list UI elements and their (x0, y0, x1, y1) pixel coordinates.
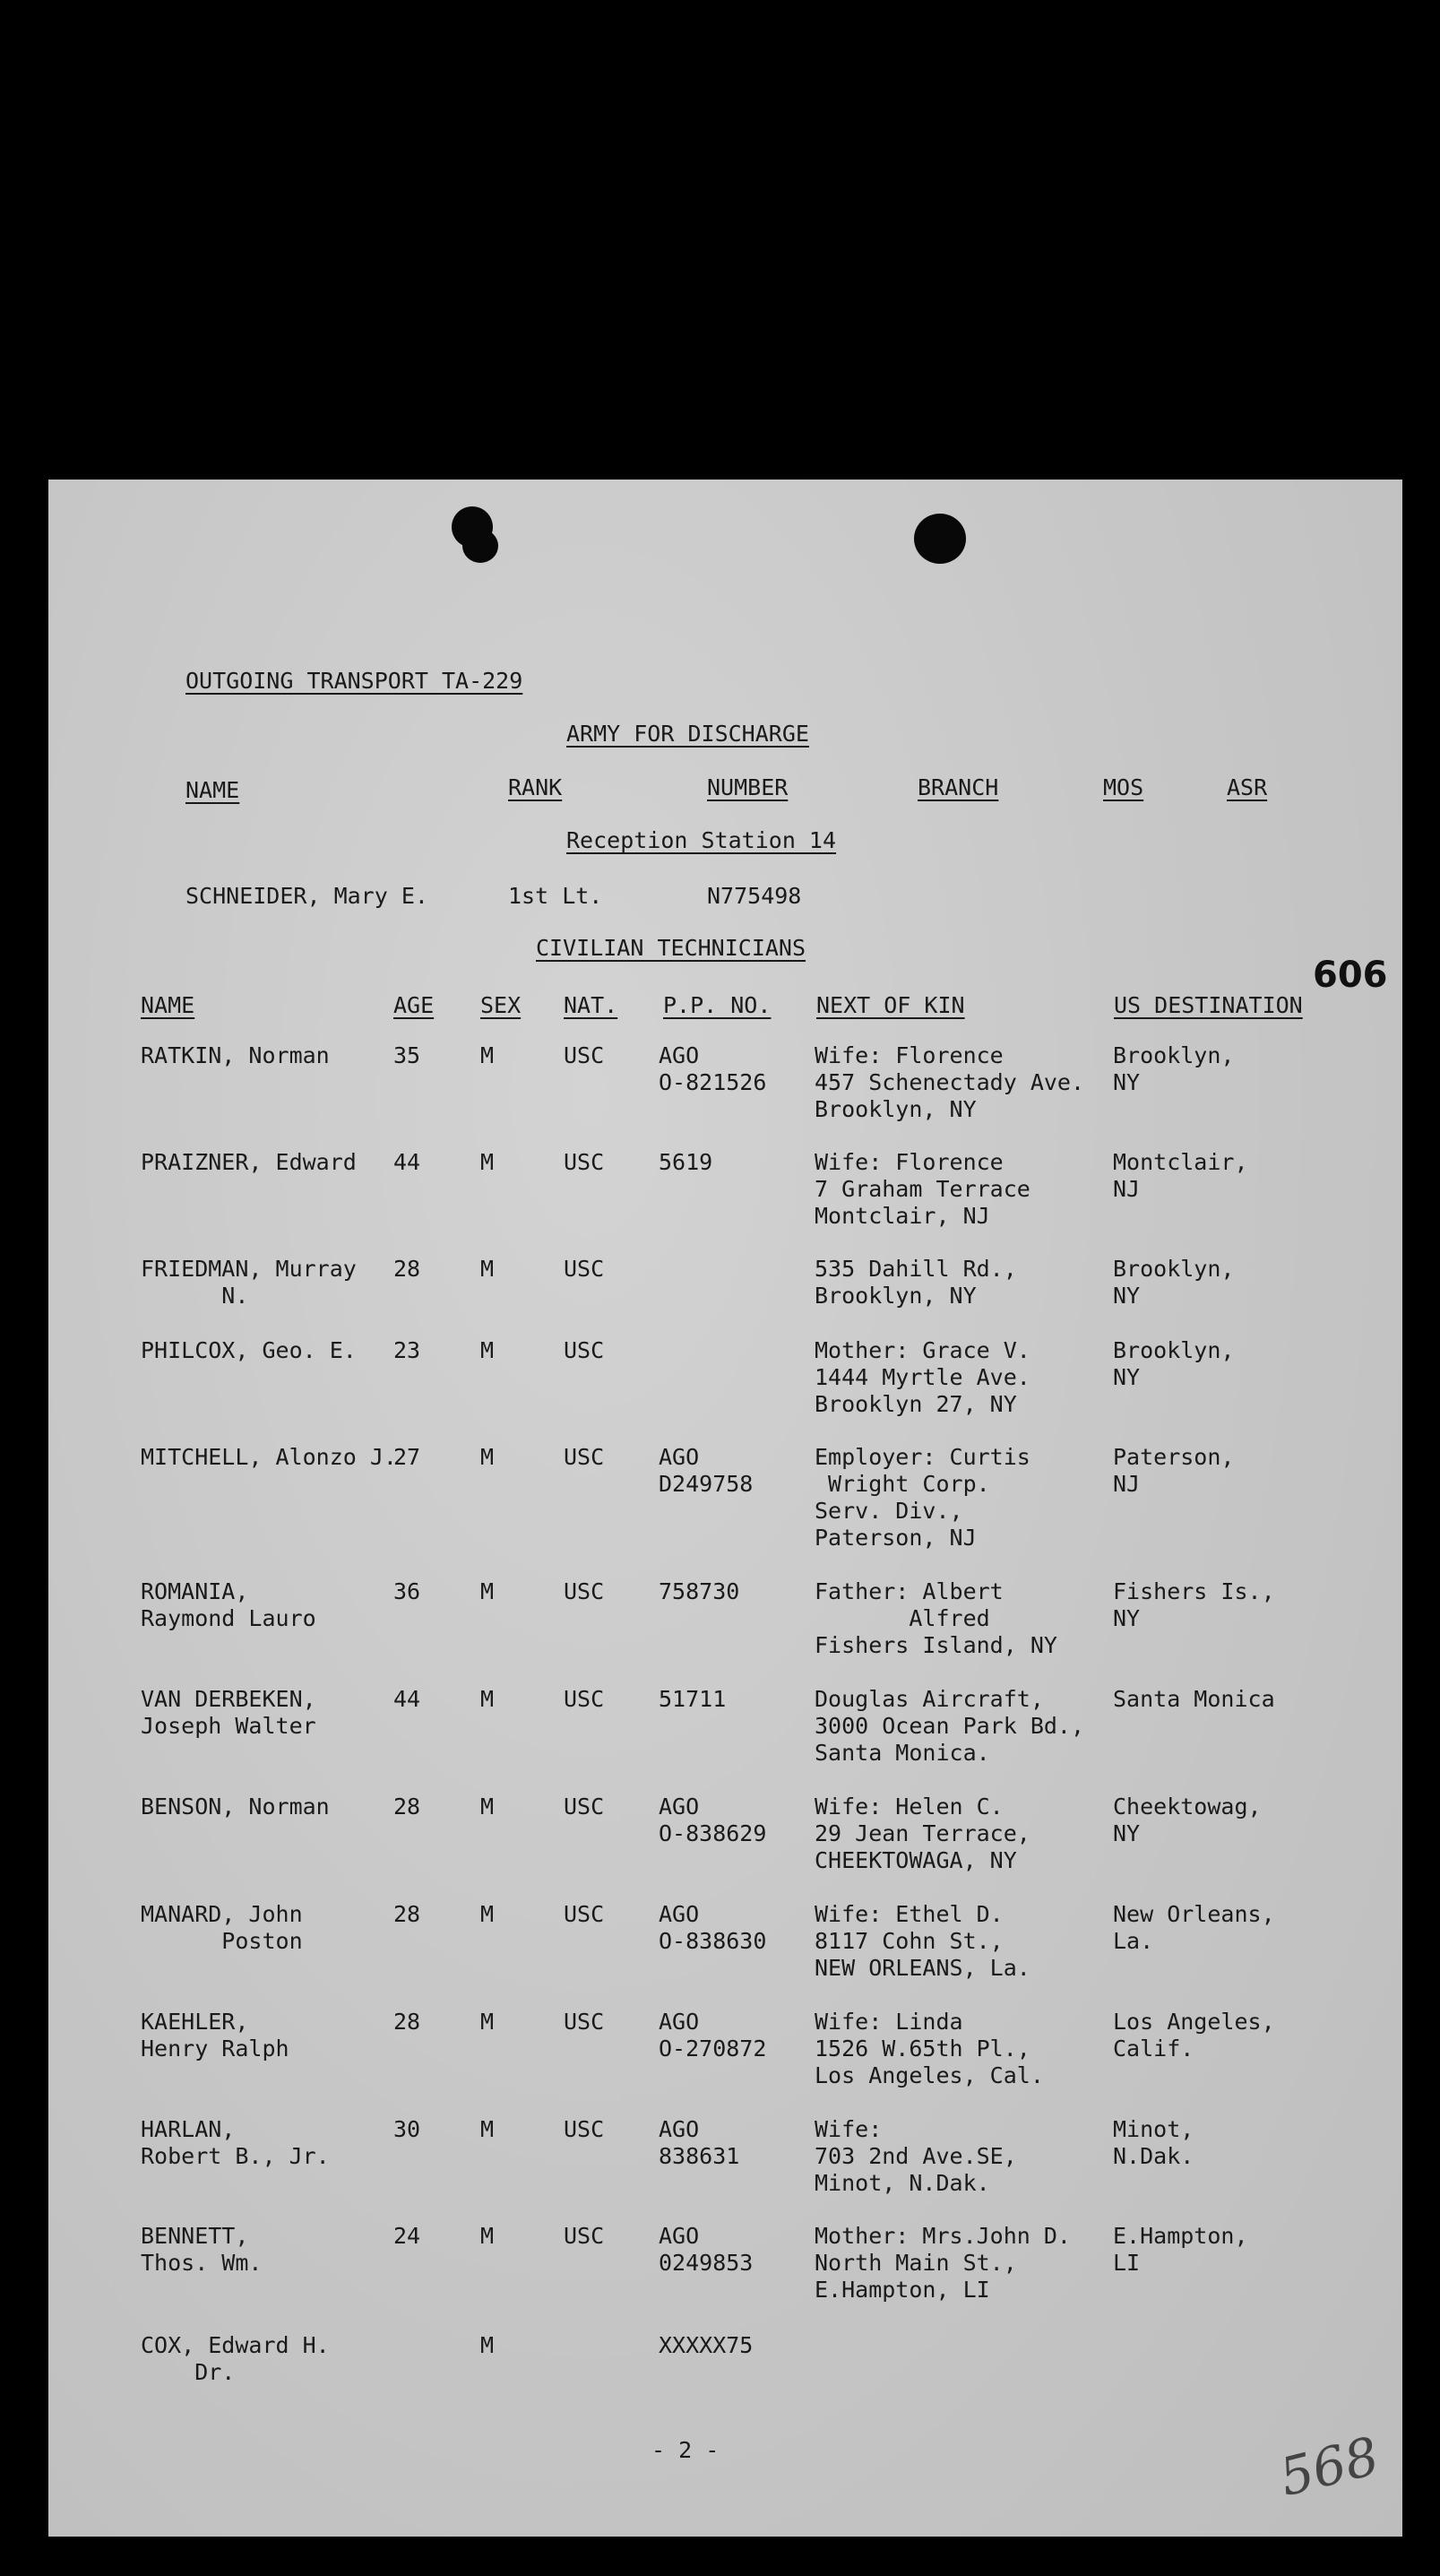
civ-col-next-of-kin: NEXT OF KIN (816, 992, 965, 1018)
row-9-kin: Wife: Ethel D. 8117 Cohn St., NEW ORLEANS, La. (815, 1901, 1030, 1981)
row-12-pp: AGO 0249853 (659, 2223, 754, 2276)
army-col-mos: MOS (1103, 774, 1144, 800)
row-7-sex: M (480, 1686, 495, 1712)
punch-hole-right (914, 514, 966, 564)
punch-hole-left-lower (462, 529, 498, 563)
civ-col-destination: US DESTINATION (1114, 992, 1303, 1018)
row-4-sex: M (480, 1337, 495, 1363)
row-13-name: COX, Edward H. Dr. (141, 2332, 330, 2385)
row-4-name: PHILCOX, Geo. E. (141, 1337, 357, 1363)
row-11-nat: USC (564, 2116, 605, 2142)
row-6-sex: M (480, 1578, 495, 1604)
army-col-branch: BRANCH (918, 774, 999, 800)
row-3-age: 28 (393, 1256, 421, 1282)
row-1-dest: Brooklyn, NY (1113, 1042, 1235, 1095)
row-9-dest: New Orleans, La. (1113, 1901, 1275, 1954)
row-3-sex: M (480, 1256, 495, 1282)
row-10-pp: AGO O-270872 (659, 2009, 767, 2062)
row-13-pp: XXXXX75 (659, 2332, 754, 2358)
row-10-sex: M (480, 2009, 495, 2035)
row-1-pp: AGO O-821526 (659, 1042, 767, 1095)
row-1-kin: Wife: Florence 457 Schenectady Ave. Brooklyn, NY (815, 1042, 1085, 1122)
row-7-age: 44 (393, 1686, 421, 1712)
row-8-kin: Wife: Helen C. 29 Jean Terrace, CHEEKTOWAGA, NY (815, 1794, 1030, 1873)
row-3-kin: 535 Dahill Rd., Brooklyn, NY (815, 1256, 1017, 1309)
row-2-sex: M (480, 1149, 495, 1175)
row-2-pp: 5619 (659, 1149, 713, 1175)
stamp-number: 606 (1313, 955, 1388, 996)
row-6-pp: 758730 (659, 1578, 740, 1604)
row-12-nat: USC (564, 2223, 605, 2249)
row-5-pp: AGO D249758 (659, 1444, 754, 1497)
section-army-heading: ARMY FOR DISCHARGE (566, 721, 809, 747)
row-4-dest: Brooklyn, NY (1113, 1337, 1235, 1390)
row-10-dest: Los Angeles, Calif. (1113, 2009, 1275, 2062)
row-5-dest: Paterson, NJ (1113, 1444, 1235, 1497)
row-5-age: 27 (393, 1444, 421, 1470)
row-6-age: 36 (393, 1578, 421, 1604)
row-1-age: 35 (393, 1042, 421, 1068)
row-2-age: 44 (393, 1149, 421, 1175)
row-7-kin: Douglas Aircraft, 3000 Ocean Park Bd., Santa Monica. (815, 1686, 1085, 1766)
row-4-age: 23 (393, 1337, 421, 1363)
row-2-name: PRAIZNER, Edward (141, 1149, 357, 1175)
army-col-asr: ASR (1227, 774, 1268, 800)
row-2-dest: Montclair, NJ (1113, 1149, 1248, 1202)
row-3-dest: Brooklyn, NY (1113, 1256, 1235, 1309)
row-9-sex: M (480, 1901, 495, 1927)
row-2-kin: Wife: Florence 7 Graham Terrace Montclair, NJ (815, 1149, 1030, 1229)
row-12-dest: E.Hampton, LI (1113, 2223, 1248, 2276)
reception-station: Reception Station 14 (566, 827, 837, 853)
handwritten-number: 568 (1273, 2425, 1385, 2509)
row-9-age: 28 (393, 1901, 421, 1927)
row-7-dest: Santa Monica (1113, 1686, 1275, 1712)
civ-col-name: NAME (141, 992, 195, 1018)
row-9-pp: AGO O-838630 (659, 1901, 767, 1954)
civ-col-ppno: P.P. NO. (663, 992, 772, 1018)
row-13-sex: M (480, 2332, 495, 2358)
row-12-name: BENNETT, Thos. Wm. (141, 2223, 263, 2276)
row-4-nat: USC (564, 1337, 605, 1363)
row-6-nat: USC (564, 1578, 605, 1604)
row-7-nat: USC (564, 1686, 605, 1712)
army-col-number: NUMBER (707, 774, 789, 800)
row-10-nat: USC (564, 2009, 605, 2035)
civ-col-nat: NAT. (564, 992, 618, 1018)
row-12-sex: M (480, 2223, 495, 2249)
army-row-rank: 1st Lt. (508, 883, 603, 909)
row-7-name: VAN DERBEKEN, Joseph Walter (141, 1686, 316, 1739)
row-7-pp: 51711 (659, 1686, 727, 1712)
row-3-nat: USC (564, 1256, 605, 1282)
army-row-name: SCHNEIDER, Mary E. (185, 883, 428, 909)
row-3-name: FRIEDMAN, Murray N. (141, 1256, 357, 1309)
row-10-age: 28 (393, 2009, 421, 2035)
civ-col-age: AGE (393, 992, 435, 1018)
row-6-kin: Father: Albert Alfred Fishers Island, NY (815, 1578, 1057, 1658)
section-civilian-heading: CIVILIAN TECHNICIANS (536, 935, 806, 961)
row-9-nat: USC (564, 1901, 605, 1927)
row-6-dest: Fishers Is., NY (1113, 1578, 1275, 1631)
row-2-nat: USC (564, 1149, 605, 1175)
row-12-kin: Mother: Mrs.John D. North Main St., E.Hampton, LI (815, 2223, 1071, 2303)
row-10-kin: Wife: Linda 1526 W.65th Pl., Los Angeles, Cal. (815, 2009, 1044, 2088)
row-11-dest: Minot, N.Dak. (1113, 2116, 1194, 2169)
row-9-name: MANARD, John Poston (141, 1901, 303, 1954)
row-8-dest: Cheektowag, NY (1113, 1794, 1262, 1846)
row-6-name: ROMANIA, Raymond Lauro (141, 1578, 316, 1631)
row-1-nat: USC (564, 1042, 605, 1068)
row-1-name: RATKIN, Norman (141, 1042, 330, 1068)
army-col-name: NAME (185, 777, 240, 803)
army-col-rank: RANK (508, 774, 563, 800)
row-8-pp: AGO O-838629 (659, 1794, 767, 1846)
row-11-name: HARLAN, Robert B., Jr. (141, 2116, 330, 2169)
army-row-number: N775498 (707, 883, 802, 909)
row-8-age: 28 (393, 1794, 421, 1820)
row-11-sex: M (480, 2116, 495, 2142)
row-5-name: MITCHELL, Alonzo J. (141, 1444, 397, 1470)
row-8-sex: M (480, 1794, 495, 1820)
row-5-sex: M (480, 1444, 495, 1470)
row-5-kin: Employer: Curtis Wright Corp. Serv. Div., Paterson, NJ (815, 1444, 1030, 1551)
row-8-nat: USC (564, 1794, 605, 1820)
row-4-kin: Mother: Grace V. 1444 Myrtle Ave. Brooklyn 27, NY (815, 1337, 1030, 1417)
civ-col-sex: SEX (480, 992, 522, 1018)
row-11-pp: AGO 838631 (659, 2116, 740, 2169)
page-number: - 2 - (651, 2437, 720, 2463)
row-10-name: KAEHLER, Henry Ralph (141, 2009, 289, 2062)
document-title: OUTGOING TRANSPORT TA-229 (185, 668, 523, 694)
row-11-kin: Wife: 703 2nd Ave.SE, Minot, N.Dak. (815, 2116, 1017, 2196)
row-8-name: BENSON, Norman (141, 1794, 330, 1820)
row-5-nat: USC (564, 1444, 605, 1470)
row-11-age: 30 (393, 2116, 421, 2142)
row-12-age: 24 (393, 2223, 421, 2249)
row-1-sex: M (480, 1042, 495, 1068)
